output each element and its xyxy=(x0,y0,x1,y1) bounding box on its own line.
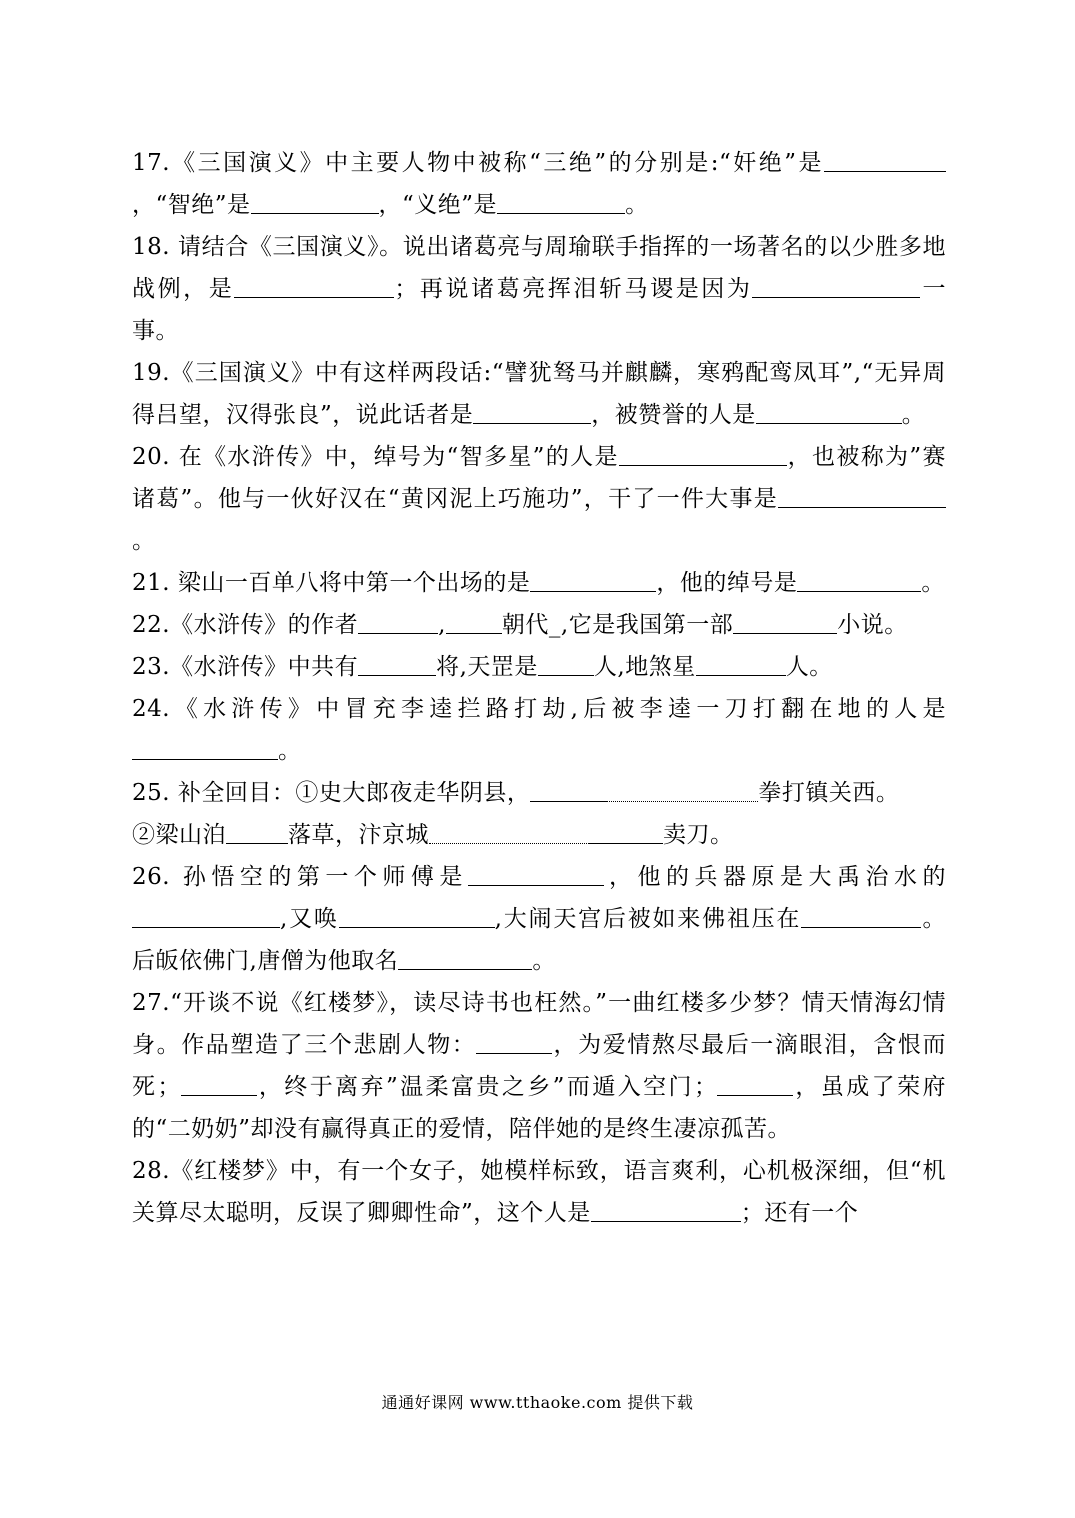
question-text: 27.“开谈不说《红楼梦》，读尽诗书也枉然。”一曲红楼多少梦？情天情海幻情身。作品塑造了三个悲剧人物： xyxy=(132,990,946,1058)
question-text: ，终于离弃”温柔富贵之乡”而遁入空门； xyxy=(256,1074,718,1100)
answer-blank xyxy=(132,735,278,760)
question-17 xyxy=(132,142,946,226)
question-text: 28.《红楼梦》中，有一个女子，她模样标致，语言爽利，心机极深细，但“机关算尽太聪明，反误了卿卿性命”，这个人是 xyxy=(132,1158,946,1226)
question-text: , xyxy=(438,612,446,638)
question-text: ，他的兵器原是大禹治水的 xyxy=(603,864,947,890)
answer-blank xyxy=(752,273,920,298)
question-text: 拳打镇关西。 xyxy=(758,780,900,806)
question-text: ，他的绰号是 xyxy=(656,570,798,596)
question-27 xyxy=(132,982,946,1150)
question-25 xyxy=(132,772,946,856)
question-24 xyxy=(132,688,946,772)
question-text: 朝代_,它是我国第一部 xyxy=(501,612,734,638)
question-text: ，也被称为”赛诸葛”。他与一伙好汉在“黄冈泥上巧施功”，干了一件大事是 xyxy=(132,444,947,512)
answer-blank xyxy=(733,609,837,634)
question-text: 人。 xyxy=(785,654,833,680)
answer-blank xyxy=(446,609,502,634)
question-text: ，被赞誉的人是 xyxy=(591,402,756,428)
answer-blank xyxy=(251,189,379,214)
answer-blank xyxy=(473,399,591,424)
question-26 xyxy=(132,856,946,982)
answer-blank xyxy=(476,1029,552,1054)
question-text: 落草，汴京城 xyxy=(288,822,429,848)
question-text: 。后皈依佛门,唐僧为他取名 xyxy=(132,906,947,974)
answer-blank xyxy=(181,1071,257,1096)
answer-blank xyxy=(824,147,946,172)
question-text: 18. 请结合《三国演义》。说出诸葛亮与周瑜联手指挥的一场著名的以少胜多地战例，是 xyxy=(132,234,946,302)
question-text: ，虽成了荣府的“二奶奶”却没有赢得真正的爱情，陪伴她的是终生凄凉孤苦。 xyxy=(132,1074,946,1142)
question-20 xyxy=(132,436,946,562)
question-21 xyxy=(132,562,946,604)
question-text: 。 xyxy=(921,570,945,596)
answer-blank xyxy=(717,1071,793,1096)
question-text: 。 xyxy=(625,192,649,218)
question-text: 23.《水浒传》中共有 xyxy=(132,654,359,680)
question-text: 17.《三国演义》中主要人物中被称“三绝”的分别是:“奸绝”是 xyxy=(132,150,824,176)
question-text: ，“智绝”是 xyxy=(132,192,251,218)
answer-blank xyxy=(468,861,604,886)
page-footer: 通通好课网 www.tthaoke.com 提供下载 xyxy=(381,1393,694,1412)
answer-blank xyxy=(497,189,625,214)
question-text: 24.《水浒传》中冒充李逵拦路打劫,后被李逵一刀打翻在地的人是 xyxy=(132,696,946,722)
answer-blank xyxy=(358,609,438,634)
question-22 xyxy=(132,604,946,646)
answer-blank xyxy=(398,945,532,970)
question-text: 。 xyxy=(278,738,302,764)
question-text: ；还有一个 xyxy=(740,1200,859,1226)
question-text: 。 xyxy=(901,402,926,428)
question-text: 。 xyxy=(532,948,556,974)
answer-blank xyxy=(530,777,606,802)
answer-blank xyxy=(778,483,946,508)
answer-blank xyxy=(589,819,663,844)
answer-blank xyxy=(226,819,288,844)
answer-blank xyxy=(132,903,280,928)
answer-blank xyxy=(339,903,495,928)
question-text: ；再说诸葛亮挥泪斩马谡是因为 xyxy=(394,276,753,302)
question-text: 25. 补全回目：①史大郎夜走华阴县， xyxy=(132,780,531,806)
question-23 xyxy=(132,646,946,688)
question-text: 26. 孙悟空的第一个师傅是 xyxy=(132,864,468,890)
answer-blank xyxy=(619,441,787,466)
question-text: ,又唤 xyxy=(280,906,339,932)
answer-blank xyxy=(429,819,589,844)
question-text: 一事。 xyxy=(132,276,947,344)
question-text: 21. 梁山一百单八将中第一个出场的是 xyxy=(132,570,531,596)
question-text: 卖刀。 xyxy=(663,822,734,848)
question-list xyxy=(132,142,946,1234)
question-text: 小说。 xyxy=(837,612,908,638)
question-28 xyxy=(132,1150,946,1234)
answer-blank xyxy=(756,399,902,424)
answer-blank xyxy=(530,567,656,592)
question-19 xyxy=(132,352,946,436)
answer-blank xyxy=(801,903,921,928)
question-text: 22.《水浒传》的作者 xyxy=(132,612,359,638)
question-18 xyxy=(132,226,946,352)
answer-blank xyxy=(797,567,921,592)
answer-blank xyxy=(234,273,394,298)
answer-blank xyxy=(606,777,758,802)
question-text: 20. 在《水浒传》中，绰号为“智多星”的人是 xyxy=(132,444,619,470)
question-text: ②梁山泊 xyxy=(132,822,226,848)
question-text: 人,地煞星 xyxy=(593,654,696,680)
answer-blank xyxy=(591,1197,741,1222)
answer-blank xyxy=(538,651,594,676)
question-text: 将,天罡是 xyxy=(436,654,538,680)
question-text: ,大闹天宫后被如来佛祖压在 xyxy=(494,906,802,932)
answer-blank xyxy=(358,651,436,676)
question-text: ，为爱情熬尽最后一滴眼泪，含恨而死； xyxy=(132,1032,947,1100)
question-text: ，“义绝”是 xyxy=(378,192,498,218)
question-text: 。 xyxy=(132,528,156,554)
question-text: 19.《三国演义》中有这样两段话:“譬犹驽马并麒麟，寒鸦配鸾凤耳”,“无异周得吕望，汉得张良”，说此话者是 xyxy=(132,360,946,428)
answer-blank xyxy=(696,651,786,676)
